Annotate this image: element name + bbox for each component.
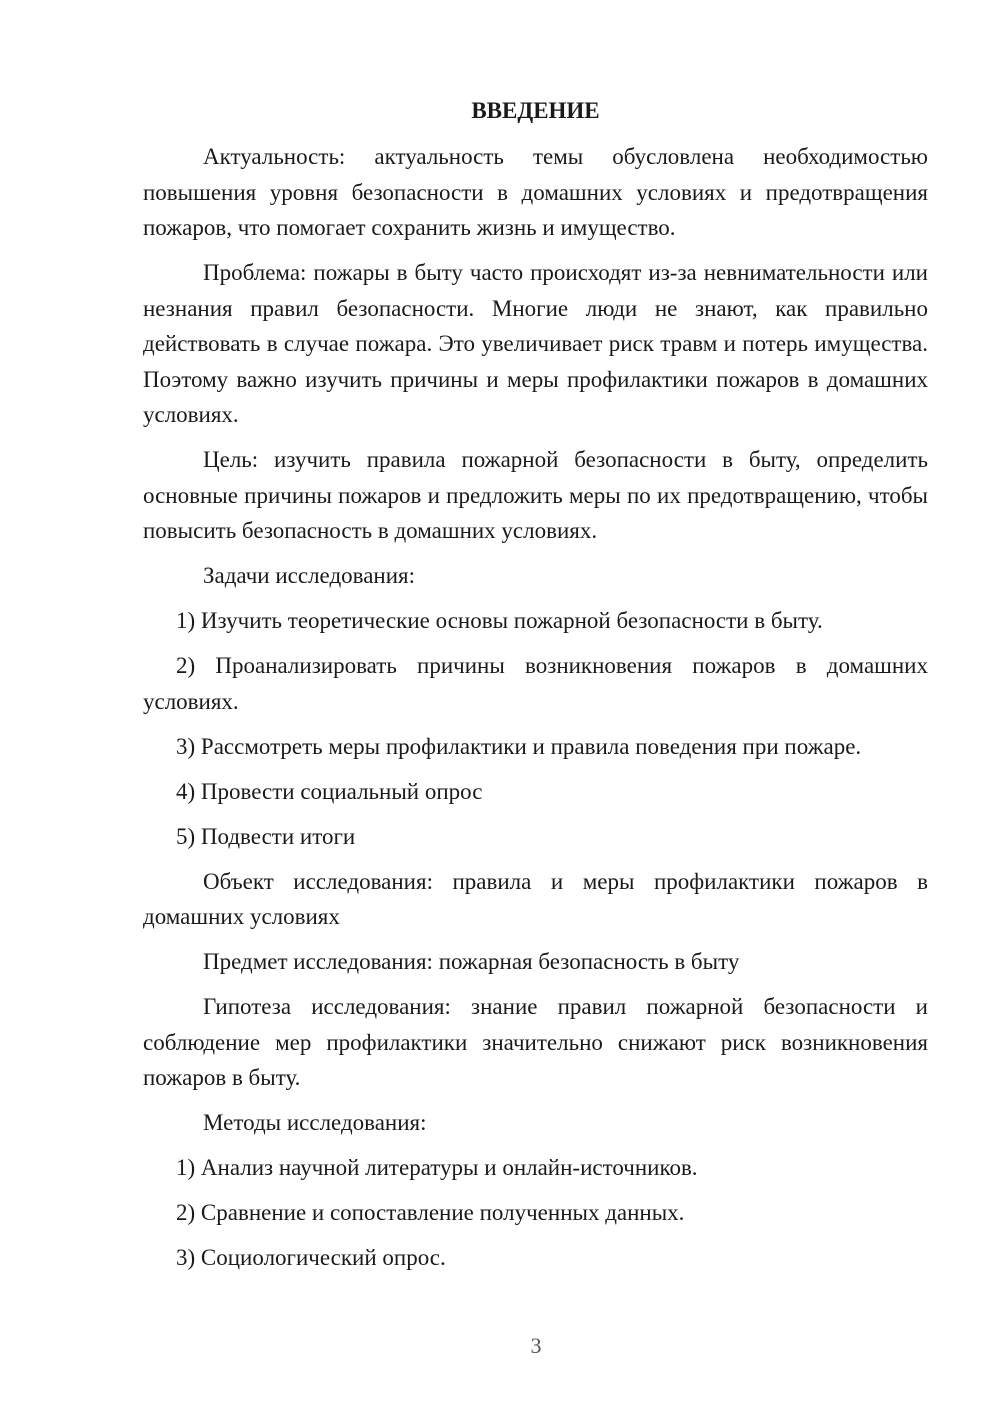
method-item: 1) Анализ научной литературы и онлайн-источников. [176,1155,698,1180]
task-item: 4) Провести социальный опрос [176,778,483,804]
method-item: 2) Сравнение и сопоставление полученных данных. [176,1200,685,1225]
tasks-title: Задачи исследования: [203,563,416,588]
object-paragraph: Объект исследования: правила и меры профилактики пожаров в домашних условиях [143,868,928,929]
task-item: 5) Подвести итоги [176,823,356,849]
problem-paragraph: Проблема: пожары в быту часто происходят из-за невнимательности или незнания правил безопасности. Многие люди не знают, как правильно действовать в случае пожара. Это увеличивает риск травм и потерь имущества. Поэтому важно изучить причины и меры профилактики пожаров в домашних условиях. [143,260,928,427]
task-item: 2) Проанализировать причины возникновения пожаров в домашних условиях. [143,653,928,714]
section-heading: ВВЕДЕНИЕ [471,98,600,123]
method-item: 3) Социологический опрос. [176,1245,446,1270]
subject-paragraph: Предмет исследования: пожарная безопасность в быту [203,949,740,974]
hypothesis-paragraph: Гипотеза исследования: знание правил пожарной безопасности и соблюдение мер профилактики значительно снижают риск возникновения пожаров в быту. [143,994,928,1090]
methods-title: Методы исследования: [203,1110,427,1135]
relevance-paragraph: Актуальность: актуальность темы обусловлена необходимостью повышения уровня безопасности в домашних условиях и предотвращения пожаров, что помогает сохранить жизнь и имущество. [143,144,928,240]
goal-paragraph: Цель: изучить правила пожарной безопасности в быту, определить основные причины пожаров и предложить меры по их предотвращению, чтобы повысить безопасность в домашних условиях. [143,447,928,543]
page-content [143,96,928,1285]
task-item: 1) Изучить теоретические основы пожарной безопасности в быту. [176,608,823,633]
task-item: 3) Рассмотреть меры профилактики и правила поведения при пожаре. [176,733,862,759]
page-number: 3 [530,1333,542,1358]
